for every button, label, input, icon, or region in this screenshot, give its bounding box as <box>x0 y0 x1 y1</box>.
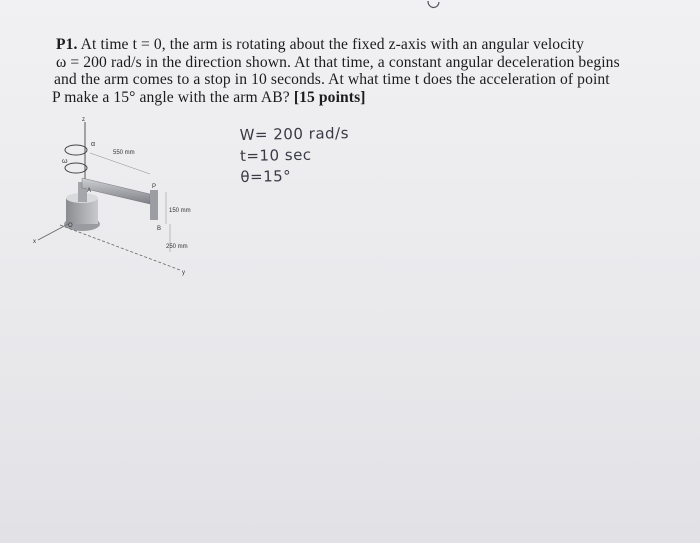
z-axis-label: z <box>82 117 85 123</box>
problem-line-4: P make a 15° angle with the arm AB? [15 points] <box>52 88 366 106</box>
pen-mark-icon <box>424 0 444 14</box>
points-label: [15 points] <box>293 88 366 106</box>
point-a-label: A <box>87 188 92 194</box>
handwritten-omega: W= 200 rad/s <box>239 124 350 144</box>
y-axis-label: y <box>182 270 185 276</box>
problem-label: P1. <box>56 36 78 53</box>
dimension-150: 150 mm <box>169 208 191 214</box>
arm-figure <box>30 112 230 282</box>
point-o-label: O <box>68 223 73 229</box>
omega-label: ω <box>62 158 68 165</box>
dimension-550: 550 mm <box>113 150 135 156</box>
point-p-label: P <box>152 184 157 190</box>
handwritten-time: t=10 sec <box>239 145 312 165</box>
x-axis-label: x <box>33 239 36 245</box>
point-b-label: B <box>157 226 162 232</box>
dimension-250: 250 mm <box>166 244 188 250</box>
problem-statement <box>52 36 682 106</box>
handwritten-notes <box>239 123 349 188</box>
problem-line-2: ω = 200 rad/s in the direction shown. At that time, a constant angular deceleration begins <box>56 53 620 71</box>
alpha-label: α <box>91 141 96 148</box>
problem-line-3: and the arm comes to a stop in 10 seconds. At what time t does the acceleration of point <box>54 71 610 88</box>
handwritten-theta: θ=15° <box>240 167 292 186</box>
problem-line-1: P1. At time t = 0, the arm is rotating about the fixed z-axis with an angular velocity <box>56 36 584 53</box>
